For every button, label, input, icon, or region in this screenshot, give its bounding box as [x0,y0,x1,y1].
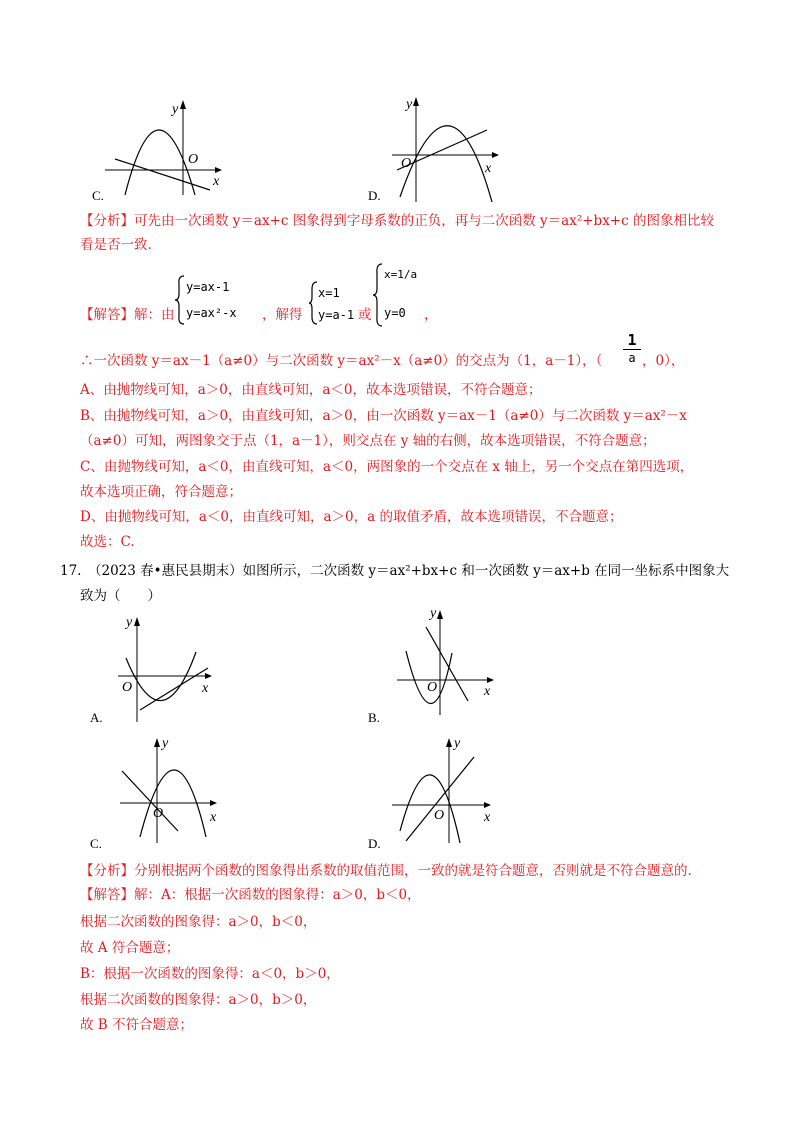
origin-label: O [434,808,445,823]
y-axis-label: y [454,736,461,751]
x-axis-label: x [484,810,491,825]
q17-stem-line1: （2023 春•惠民县期末）如图所示，二次函数 y＝ax²+bx+c 和一次函数 y＝ax+b 在同一坐标系中图象大 [88,563,730,579]
brace-icon [372,262,384,328]
q17-analysis: 【分析】分别根据两个函数的图象得出系数的取值范围，一致的就是符合题意，否则就是不符合题意的. [80,863,692,879]
brace-icon [308,280,318,326]
x-axis-label: x [484,684,491,699]
origin-label: O [122,680,133,695]
sys1-eq1: y=ax-1 [186,280,230,294]
y-axis-label: y [126,615,133,630]
q16-option-d-reason: D、由抛物线可知，a＜0，由直线可知，a＞0，a 的取值矛盾，故本选项错误，不合题意； [80,509,623,525]
frac-denominator: a [623,349,641,366]
y-axis-label: y [172,102,179,117]
q17-solve-line5: 根据二次函数的图象得：a＞0，b＞0， [80,992,317,1008]
q16-graph-d [392,92,512,202]
q16-intersection-end: ，0）， [642,353,685,369]
q16-option-b-reason-1: B、由抛物线可知，a＞0，由直线可知，a＞0，由一次函数 y＝ax－1（a≠0）与二次函数 y＝ax²－x [80,408,687,424]
q17-graph-d [392,733,502,843]
q17-option-d-label[interactable]: D. [368,836,381,851]
sys2-eq2: y=a-1 [318,308,355,322]
q16-solve-end: ， [424,307,438,323]
sys1-eq2: y=ax²-x [186,306,237,320]
q16-option-c-reason-2: 故本选项正确，符合题意； [80,484,242,500]
x-axis-label: x [213,174,220,189]
q16-option-c-reason-1: C、由抛物线可知，a＜0，由直线可知，a＜0，两图象的一个交点在 x 轴上，另一个交点在第四选项， [80,459,694,475]
q16-answer: 故选：C. [80,534,135,550]
x-axis-label: x [202,681,209,696]
x-axis-label: x [210,810,217,825]
sys3-eq1: x=1/a [384,268,418,281]
q16-intersection-line: ∴一次函数 y＝ax－1（a≠0）与二次函数 y＝ax²－x（a≠0）的交点为（1，a－1），（ [80,353,603,369]
origin-label: O [188,152,199,167]
q16-option-c-label[interactable]: C. [92,188,104,203]
q17-number: 17. [60,563,82,579]
q17-graph-c [120,733,230,843]
q17-option-a-label[interactable]: A. [90,710,103,725]
q16-option-a-reason: A、由抛物线可知，a＞0，由直线可知，a＜0，故本选项错误，不符合题意； [80,382,542,398]
q16-analysis-line1: 【分析】可先由一次函数 y＝ax+c 图象得到字母系数的正负，再与二次函数 y＝ax²+bx+c 的图象相比较 [80,213,714,229]
origin-label: O [401,156,412,171]
sys2-eq1: x=1 [318,286,340,300]
q17-option-c-label[interactable]: C. [90,836,102,851]
q17-graph-b [392,605,507,715]
q16-analysis-line2: 看是否一致. [80,237,152,253]
q16-option-b-reason-2: （a≠0）可知，两图象交于点（1，a－1），则交点在 y 轴的右侧，故本选项错误，不符合题意； [80,433,656,449]
origin-label: O [153,806,164,821]
q16-solve-prefix: 【解答】解：由 [80,307,175,323]
fraction-1-over-a [623,332,641,366]
y-axis-label: y [406,97,413,112]
y-axis-label: y [162,736,169,751]
q16-solve-or: 或 [358,307,372,323]
q17-graph-a [110,612,225,722]
y-axis-label: y [430,606,437,621]
q17-solve-line1: 【解答】解：A：根据一次函数的图象得：a＞0，b＜0， [80,887,421,903]
x-axis-label: x [485,161,492,176]
q17-solve-line2: 根据二次函数的图象得：a＞0，b＜0， [80,914,317,930]
q17-solve-line6: 故 B 不符合题意； [80,1017,194,1033]
brace-icon [174,274,186,326]
q17-solve-line4: B：根据一次函数的图象得：a＜0，b＞0， [80,966,340,982]
q17-stem-line2: 致为（ ） [80,588,161,604]
q17-solve-line3: 故 A 符合题意； [80,940,180,956]
q16-option-d-label[interactable]: D. [368,188,381,203]
sys3-eq2: y=0 [384,306,406,320]
frac-numerator: 1 [627,331,637,349]
origin-label: O [427,680,438,695]
q17-option-b-label[interactable]: B. [368,710,380,725]
q16-solve-mid: ，解得 [262,307,303,323]
q16-graph-c [100,95,240,195]
